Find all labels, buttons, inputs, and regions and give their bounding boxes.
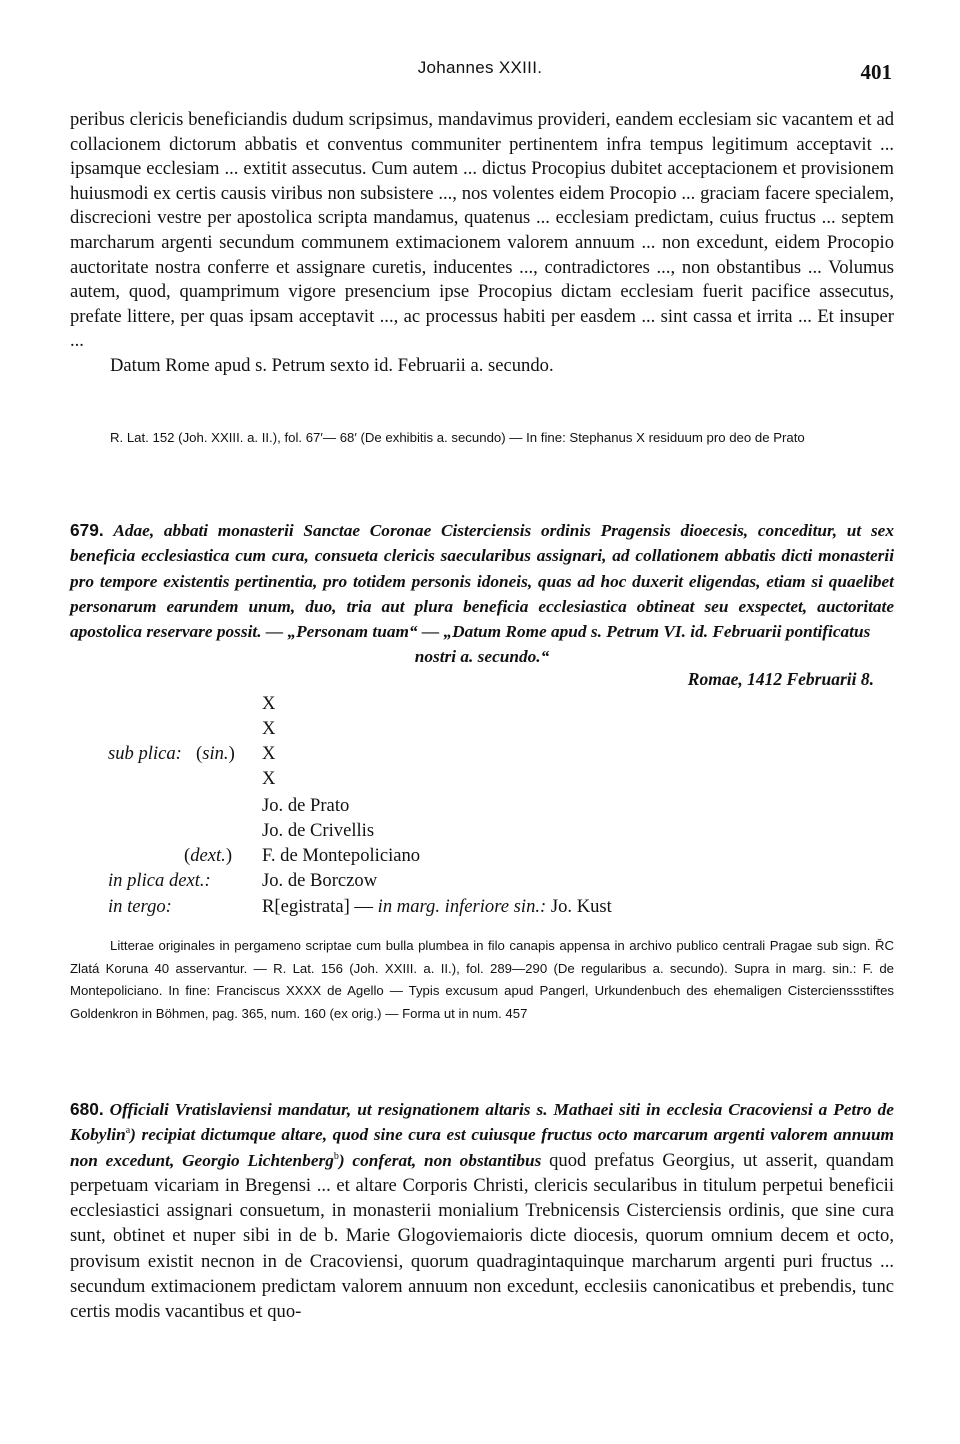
signature-name: Jo. de Crivellis [262,820,375,841]
footnote-marker-a: a [125,1125,131,1137]
signature-row [0,718,960,744]
document-679-regest [70,518,894,670]
signature-row [0,743,960,769]
dext-label: (dext.) [184,845,233,866]
regest-text-part1: Officiali Vratislaviensi mandatur, ut resignationem altaris s. Mathaei siti in ecclesia Cracoviensi a Petro de Kobylin [70,1100,894,1145]
document-number: 680. [70,1099,104,1119]
signature-row [0,693,960,719]
sin-label: (sin.) [196,743,235,764]
signature-name: Jo. de Prato [262,795,350,816]
signature-row [0,870,960,896]
incipit-end: nostri a. secundo.“ [414,647,550,667]
document-678-archival-note: R. Lat. 152 (Joh. XXIII. a. II.), fol. 67′— 68′ (De exhibitis a. secundo) — In fine: Stephanus X residuum pro deo de Prato [110,430,805,445]
x-mark: X [262,693,276,714]
signature-row [0,768,960,794]
signature-name: F. de Montepoliciano [262,845,421,866]
document-678-continuation [70,108,894,379]
incipit: — „Personam tuam“ — „Datum Rome apud s. Petrum VI. id. Februarii pontificatus [265,622,871,642]
sub-plica-label: sub plica: [108,743,182,764]
in-plica-dext-label: in plica dext.: [108,870,211,891]
signature-name: Jo. de Borczow [262,870,378,891]
document-680-regest [70,1097,894,1325]
signature-row [0,795,960,821]
kust-name: Jo. Kust [550,896,612,917]
x-mark: X [262,768,276,789]
running-title: Johannes XXIII. [417,58,543,77]
signature-row [0,845,960,871]
registrata: R[egistrata] — [262,896,374,917]
document-678-datum: Datum Rome apud s. Petrum sexto id. Februarii a. secundo. [110,354,554,376]
registrata-line [262,896,612,918]
footnote-marker-b: b [333,1150,339,1162]
x-mark: X [262,743,276,764]
document-678-text: peribus clericis beneficiandis dudum scripsimus, mandavimus provideri, eandem ecclesiam sic vacantem et ad collacionem dictorum abbatis et conventus communiter pertinentem infra tempus legitimum acceptavit ... ipsamque ecclesiam ... extitit assecutus. Cum autem ... dictus Procopius dubitet acceptacionem et provisionem huiusmodi ex certis causis viribus non subsistere ..., nos volentes eidem Procopio ... graciam facere specialem, discrecioni vestre per apostolica scripta mandamus, quatenus ... ecclesiam predictam, cuius fructus ... septem marcharum argenti secundum communem extimacionem valorem annuum ... non excedunt, eidem Procopio auctoritate nostra conferre et assignare curetis, inducentes ..., contradictores ..., non obstantibus ... Volumus autem, quod, quamprimum vigore presencium ipse Procopius dictam ecclesiam fuerit pacifice assecutus, prefate littere, per quas ipsam acceptavit ..., ac processus habiti per easdem ... sint cassa et irrita ... Et insuper ... [70,109,894,352]
in-tergo-label: in tergo: [108,896,172,917]
signature-row [0,820,960,846]
regest-text-part2: ) recipiat dictumque altare, quod sine cura est cuiusque fructus octo marcarum argenti valorem annuum non excedunt, Georgio Lichtenberg [70,1125,894,1170]
document-number: 679. [70,520,104,540]
document-679-archival-note: Litterae originales in pergameno scriptae cum bulla plumbea in filo canapis appensa in archivo publico centrali Pragae sub sign. ŘC Zlatá Koruna 40 asservantur. — R. Lat. 156 (Joh. XXIII. a. II.), fol. 289—290 (De regularibus a. secundo). Supra in marg. sin.: F. de Montepoliciano. In fine: Franciscus XXXX de Agello — Typis excusum apud Pangerl, Urkundenbuch des ehemaligen Cistercienssstiftes Goldenkron in Böhmen, pag. 365, num. 160 (ex orig.) — Forma ut in num. 457 [70,938,894,1021]
x-mark: X [262,718,276,739]
signature-row [0,896,960,922]
regest-text: Adae, abbati monasterii Sanctae Coronae Cisterciensis ordinis Pragensis dioecesis, conceditur, ut sex beneficia ecclesiastica cum cura, consueta clericis saecularibus assignari, ad collationem abbatis dicti monasterii pro tempore existentis pertinentia, pro totidem personis idoneis, quas ad hoc duxerit eligendas, etiam si quaelibet personarum earundem unum, duo, tria aut plura beneficia ecclesiastica obtineat seu exspectet, auctoritate apostolica reservare possit. [70,521,894,642]
document-680-text: quod prefatus Georgius, ut asserit, quandam perpetuam vicariam in Bregensi ... et altare Corporis Christi, clericis secularibus in titulum perpetui beneficii ecclesiastici assignari consuetum, in monasterii monialium Trebnicensis Cisterciensis ordinis, que sine cura sunt, obtinet et nuper sibi in de b. Marie Glogoviemaioris dicte diocesis, quorum omnium decem et octo, provisum existit necnon in de Cracoviensi, quorum quadragintaquinque marcharum argenti puri fructus ... secundum extimacionem predictam valorem annuum non excedunt, ecclesiis canonicatibus et prebendis, tunc certis modis vacantibus et quo- [70,1149,894,1323]
page-number: 401 [860,60,892,84]
running-header [0,58,960,88]
regest-text-part3: ) conferat, non obstantibus [338,1150,542,1170]
in-marg-label: in marg. inferiore sin.: [377,896,547,917]
document-679-dateline: Romae, 1412 Februarii 8. [687,669,874,689]
